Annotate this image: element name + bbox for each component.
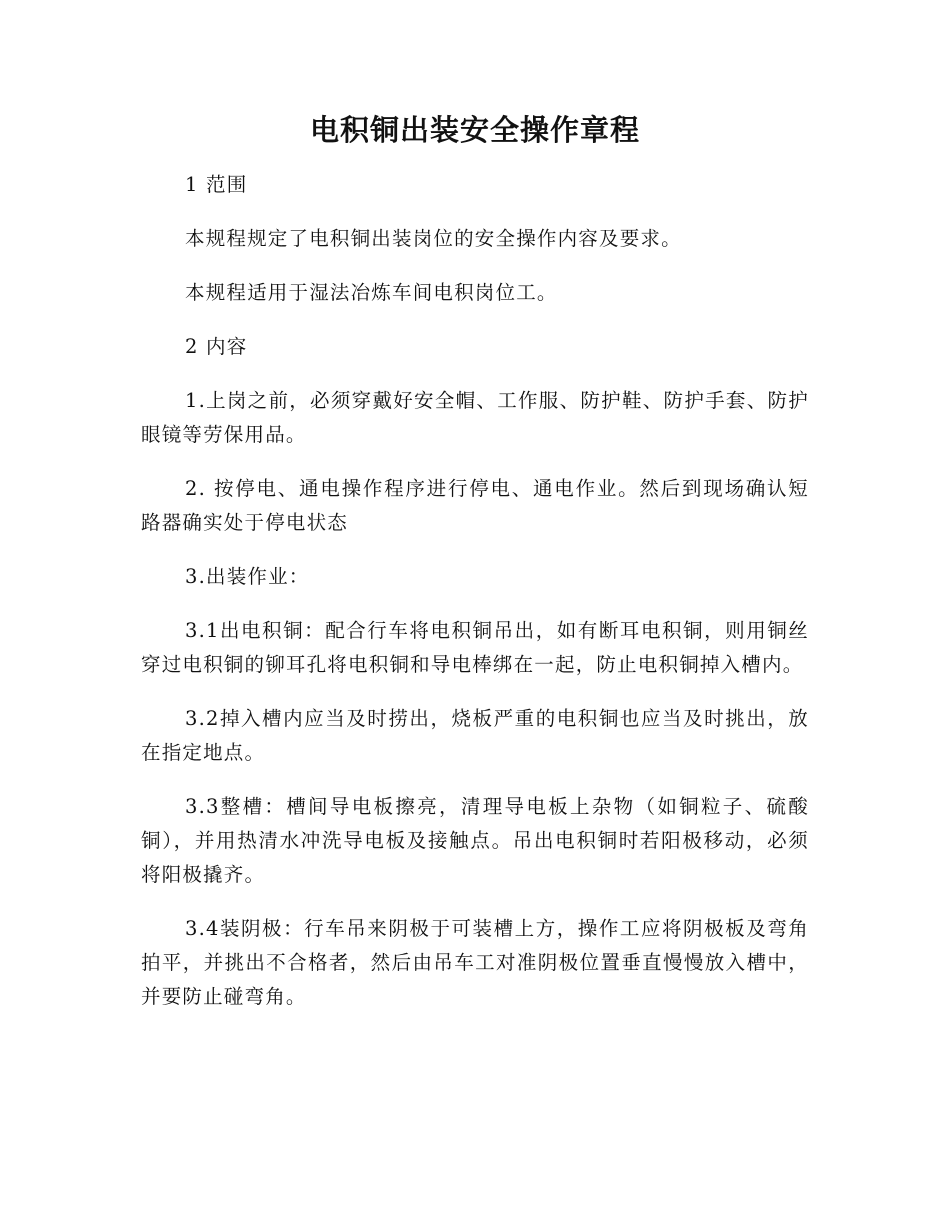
paragraph-item-2: 2. 按停电、通电操作程序进行停电、通电作业。然后到现场确认短路器确实处于停电状态 [141,477,809,534]
paragraph-item-3: 3.出装作业： [185,565,310,588]
paragraph-item-3-2: 3.2掉入槽内应当及时捞出，烧板严重的电积铜也应当及时挑出，放在指定地点。 [141,707,809,764]
paragraph-item-3-3: 3.3整槽：槽间导电板擦亮，清理导电板上杂物（如铜粒子、硫酸铜），并用热清水冲洗导电板及接触点。吊出电积铜时若阳极移动，必须将阳极撬齐。 [141,795,809,886]
document-title: 电积铜出装安全操作章程 [309,113,640,147]
document-body [141,168,809,1034]
paragraph-scope-definition: 本规程规定了电积铜出装岗位的安全操作内容及要求。 [185,227,682,250]
paragraph-scope-applicability: 本规程适用于湿法冶炼车间电积岗位工。 [185,281,558,304]
section-heading-scope: 1 范围 [185,173,248,196]
section-heading-content: 2 内容 [185,335,248,358]
paragraph-item-1: 1.上岗之前，必须穿戴好安全帽、工作服、防护鞋、防护手套、防护眼镜等劳保用品。 [141,389,809,446]
paragraph-item-3-1: 3.1出电积铜：配合行车将电积铜吊出，如有断耳电积铜，则用铜丝穿过电积铜的铆耳孔将电积铜和导电棒绑在一起，防止电积铜掉入槽内。 [141,619,809,676]
paragraph-item-3-4: 3.4装阴极：行车吊来阴极于可装槽上方，操作工应将阴极板及弯角拍平，并挑出不合格者，然后由吊车工对准阴极位置垂直慢慢放入槽中，并要防止碰弯角。 [141,917,809,1008]
